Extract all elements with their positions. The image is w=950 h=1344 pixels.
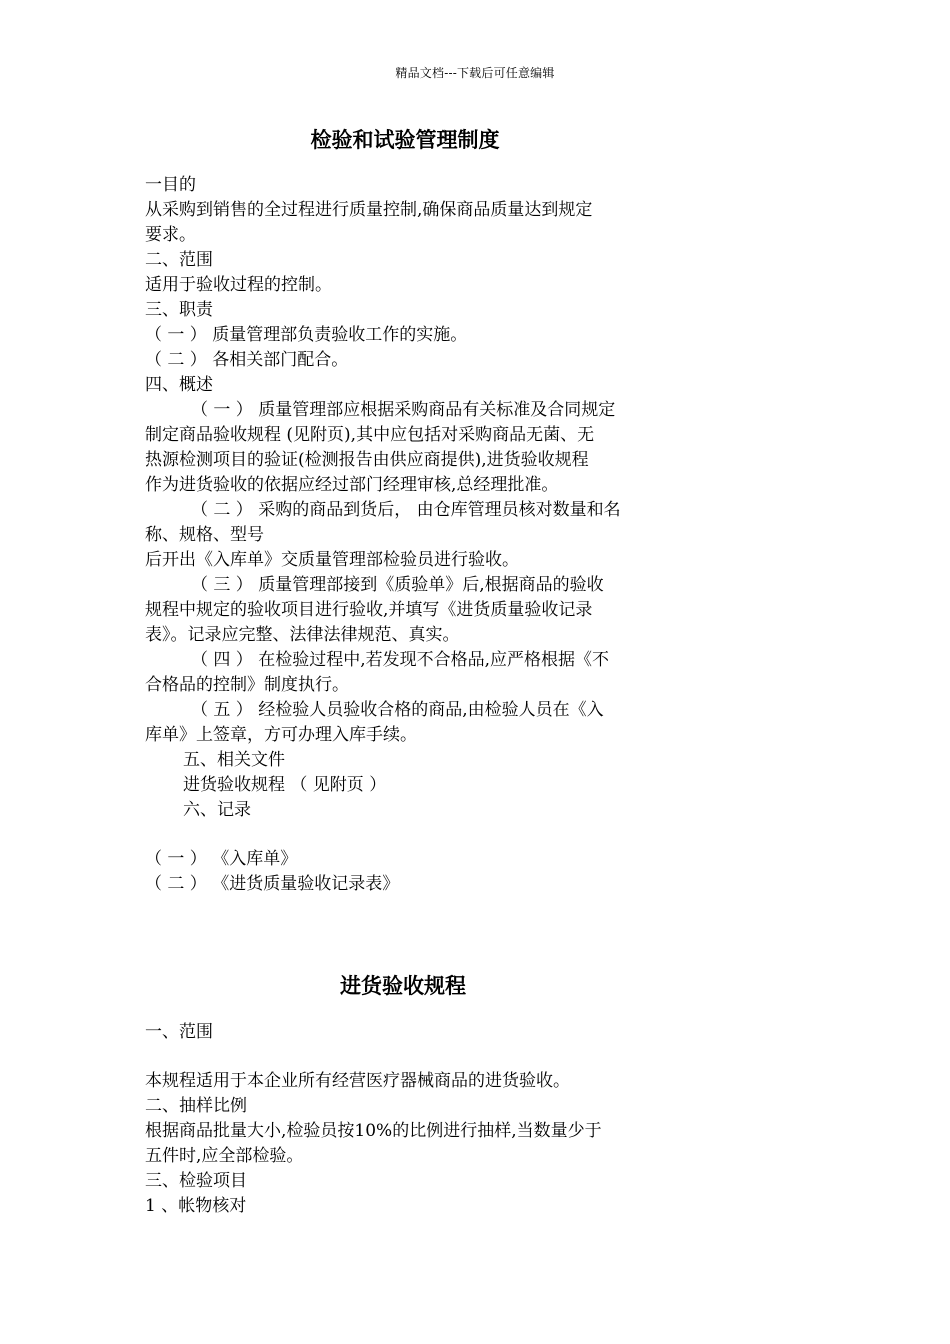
text-line: 要求。 bbox=[145, 225, 196, 245]
text-line: 本规程适用于本企业所有经营医疗器械商品的进货验收。 bbox=[145, 1071, 570, 1091]
text-line: （ 二 ） 《进货质量验收记录表》 bbox=[145, 874, 400, 894]
text-line: 三、职责 bbox=[145, 300, 213, 320]
text-line: 表》。记录应完整、法律法律规范、真实。 bbox=[145, 625, 460, 645]
text-line: 五、相关文件 bbox=[183, 750, 285, 770]
text-line: 六、记录 bbox=[183, 800, 251, 820]
section-title: 进货验收规程 bbox=[340, 974, 466, 998]
text-line: 根据商品批量大小,检验员按10%的比例进行抽样,当数量少于 bbox=[145, 1121, 602, 1141]
text-line: （ 四 ） 在检验过程中,若发现不合格品,应严格根据《不 bbox=[191, 650, 610, 670]
text-line: 1 、帐物核对 bbox=[145, 1196, 247, 1216]
text-line: 五件时,应全部检验。 bbox=[145, 1146, 304, 1166]
text-line: 后开出《入库单》交质量管理部检验员进行验收。 bbox=[145, 550, 519, 570]
text-line: （ 二 ） 各相关部门配合。 bbox=[145, 350, 349, 370]
text-line: 三、检验项目 bbox=[145, 1171, 247, 1191]
section-one-body bbox=[145, 173, 670, 897]
text-line: 从采购到销售的全过程进行质量控制,确保商品质量达到规定 bbox=[145, 200, 593, 220]
text-line: 合格品的控制》制度执行。 bbox=[145, 675, 349, 695]
text-line: 四、概述 bbox=[145, 375, 213, 395]
text-line: （ 五 ） 经检验人员验收合格的商品,由检验人员在《入 bbox=[191, 700, 604, 720]
text-line: 一、范围 bbox=[145, 1022, 213, 1042]
text-line: （ 一 ） 质量管理部应根据采购商品有关标准及合同规定 bbox=[191, 400, 616, 420]
text-line: 热源检测项目的验证(检测报告由供应商提供),进货验收规程 bbox=[145, 450, 589, 470]
text-line: 二、抽样比例 bbox=[145, 1096, 247, 1116]
text-line: 规程中规定的验收项目进行验收,并填写《进货质量验收记录 bbox=[145, 600, 593, 620]
section-two-body bbox=[145, 1020, 670, 1219]
text-line: （ 一 ） 《入库单》 bbox=[145, 849, 298, 869]
text-line: 库单》上签章，方可办理入库手续。 bbox=[145, 725, 417, 745]
text-line: 作为进货验收的依据应经过部门经理审核,总经理批准。 bbox=[145, 475, 559, 495]
document-title: 检验和试验管理制度 bbox=[310, 128, 500, 152]
text-line: （ 三 ） 质量管理部接到《质验单》后,根据商品的验收 bbox=[191, 575, 604, 595]
text-line: 二、范围 bbox=[145, 250, 213, 270]
text-line: （ 一 ） 质量管理部负责验收工作的实施。 bbox=[145, 325, 468, 345]
text-line: 进货验收规程 （ 见附页 ） bbox=[183, 775, 387, 795]
text-line: 适用于验收过程的控制。 bbox=[145, 275, 332, 295]
page-header: 精品文档---下载后可任意编辑 bbox=[395, 66, 555, 80]
text-line: 一目的 bbox=[145, 175, 196, 195]
text-line: 称、规格、型号 bbox=[145, 525, 264, 545]
text-line: 制定商品验收规程 (见附页),其中应包括对采购商品无菌、无 bbox=[145, 425, 595, 445]
text-line: （ 二 ） 采购的商品到货后， 由仓库管理员核对数量和名 bbox=[191, 500, 621, 520]
